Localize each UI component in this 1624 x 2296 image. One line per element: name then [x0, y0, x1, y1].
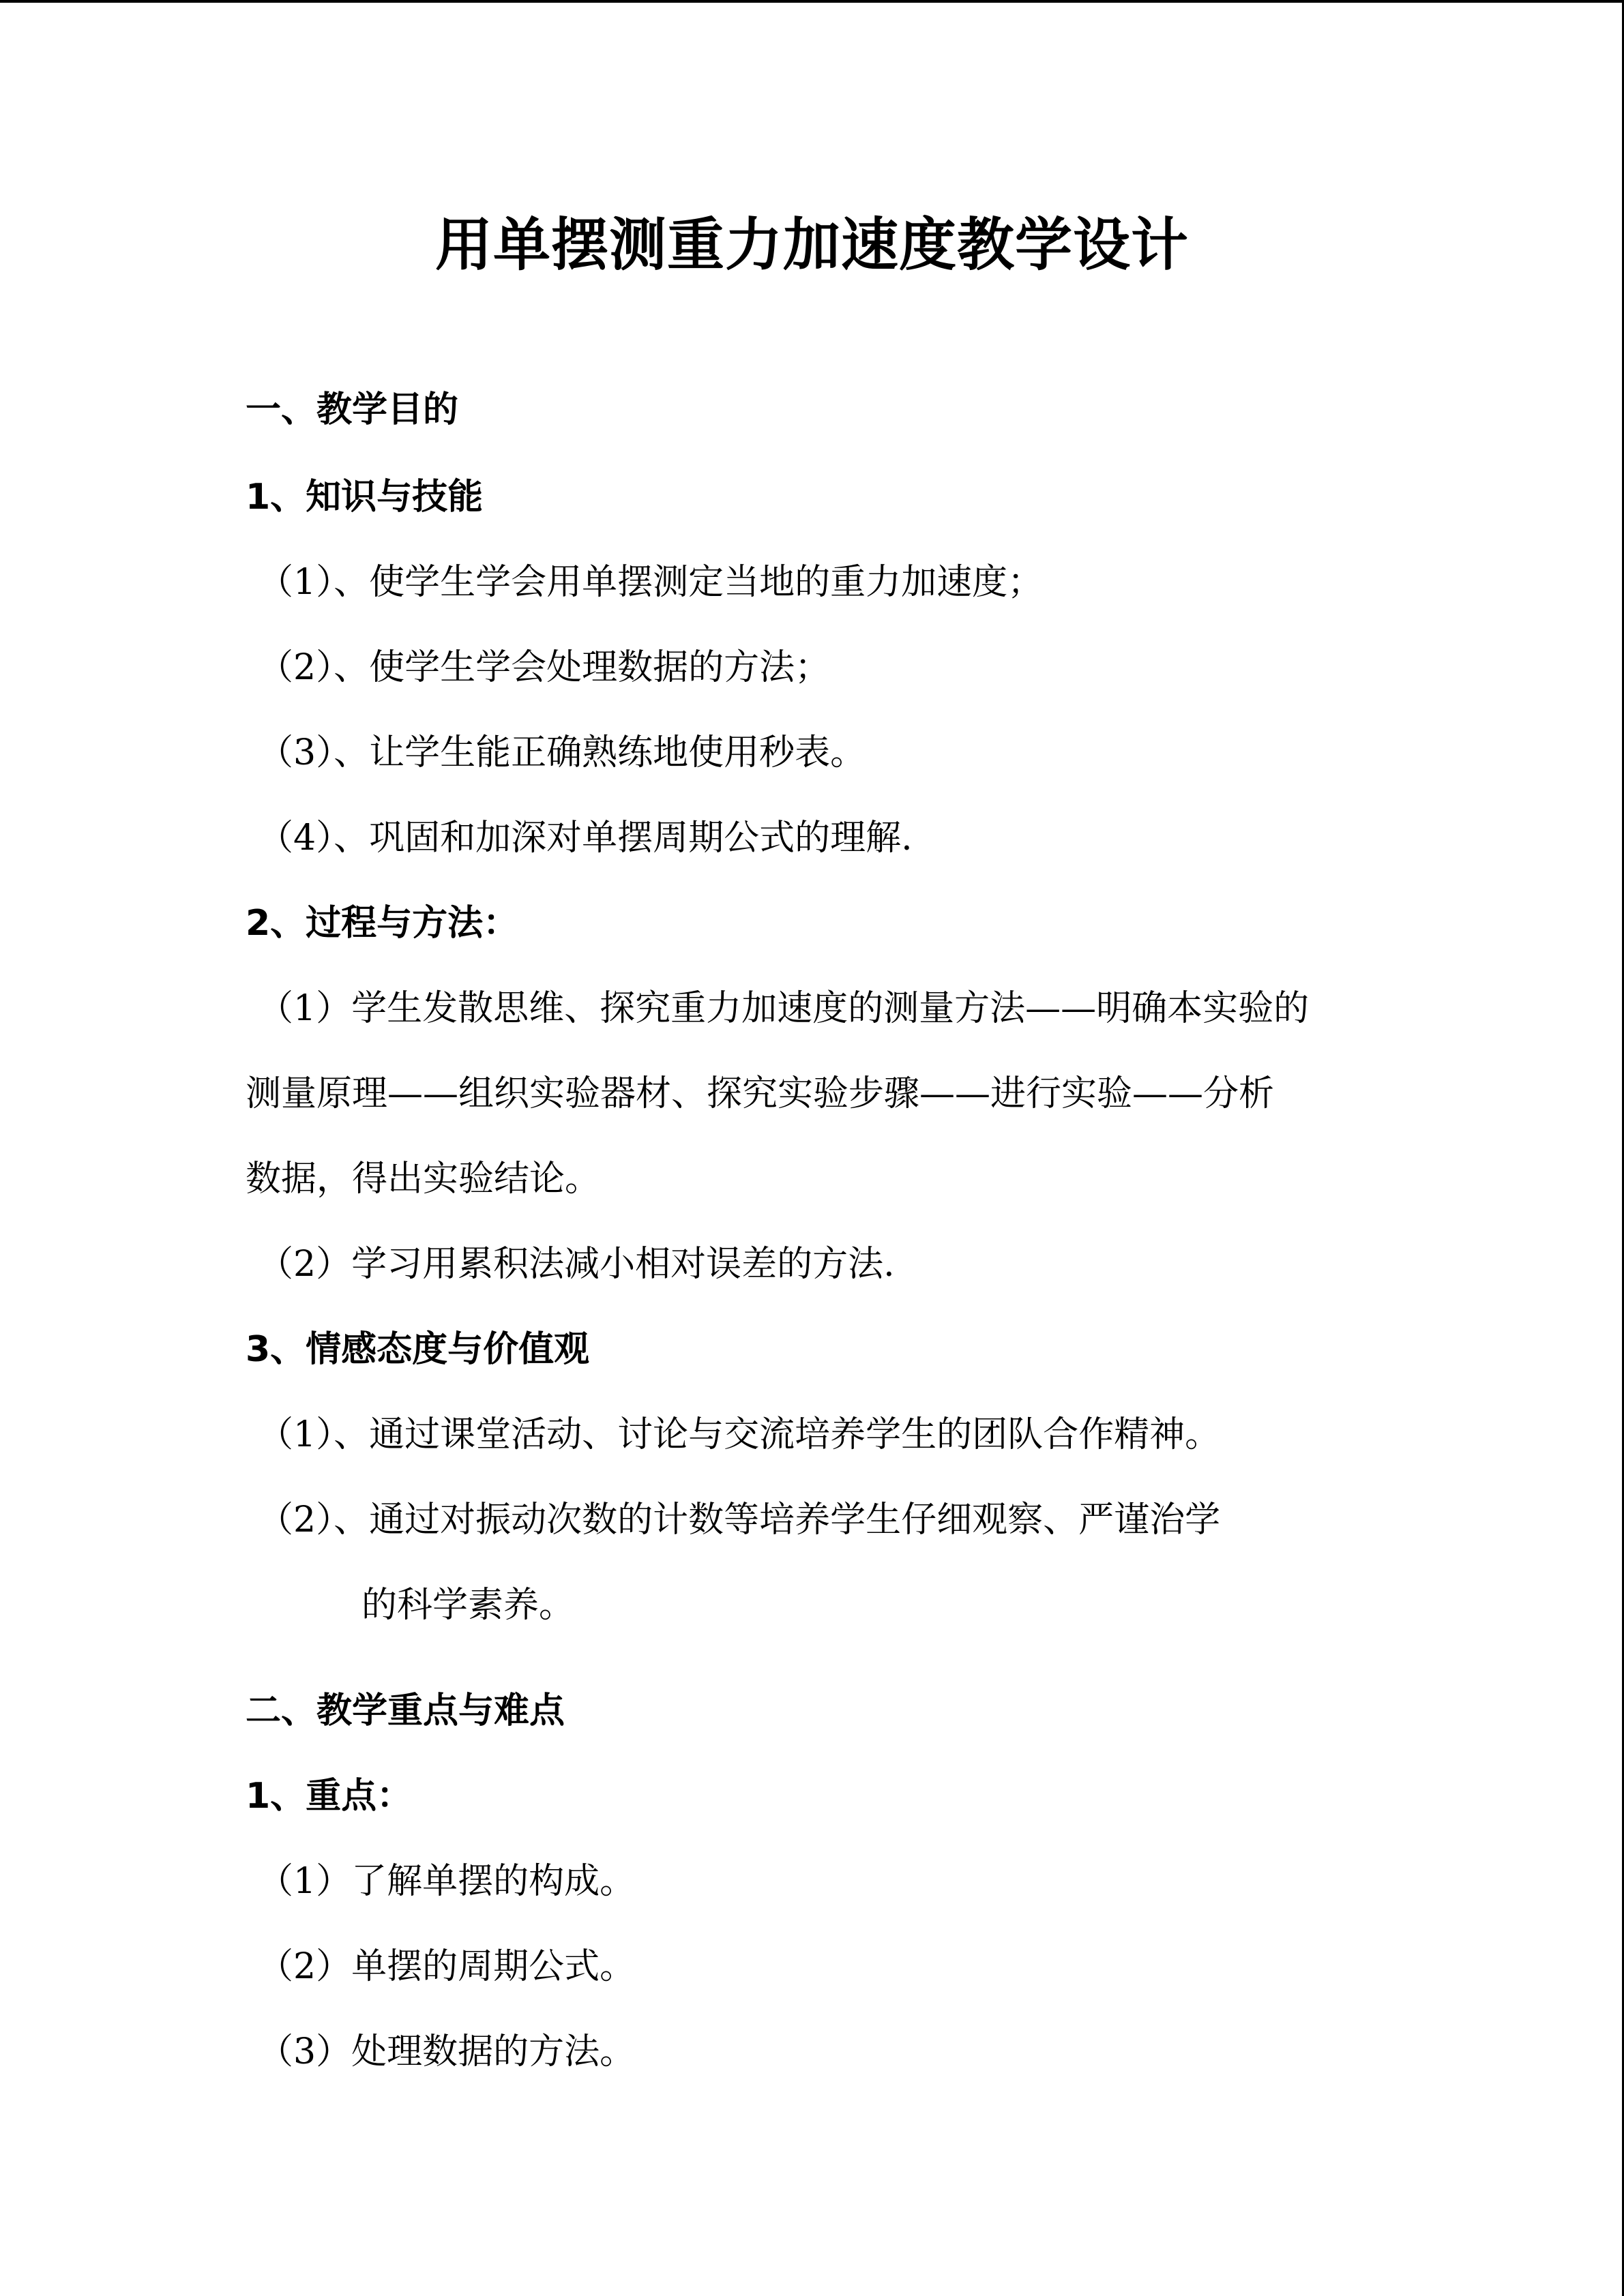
list-item: （2）单摆的周期公式。 [258, 1946, 636, 1987]
subheading-process-methods: 2、过程与方法： [246, 903, 519, 944]
list-item: （3）、让学生能正确熟练地使用秒表。 [258, 732, 866, 773]
subheading-attitude-values: 3、情感态度与价值观 [246, 1329, 590, 1370]
list-item: （1）、使学生学会用单摆测定当地的重力加速度； [258, 562, 1044, 603]
list-item: （2）、通过对振动次数的计数等培养学生仔细观察、严谨治学 [258, 1500, 1221, 1540]
section-heading-key-difficult-points: 二、教学重点与难点 [246, 1690, 565, 1731]
list-item: （4）、巩固和加深对单摆周期公式的理解. [258, 818, 913, 859]
subheading-knowledge-skills: 1、知识与技能 [246, 477, 484, 518]
list-item: （3）处理数据的方法。 [258, 2031, 636, 2072]
paragraph-line: （1）学生发散思维、探究重力加速度的测量方法——明确本实验的 [258, 988, 1310, 1029]
list-item: （2）、使学生学会处理数据的方法； [258, 647, 831, 688]
list-item: （2）学习用累积法减小相对误差的方法. [258, 1244, 895, 1285]
list-item: （1）了解单摆的构成。 [258, 1861, 636, 1902]
page-title: 用单摆测重力加速度教学设计 [434, 211, 1189, 278]
subheading-key-points: 1、重点： [246, 1776, 413, 1817]
list-item: （1）、通过课堂活动、讨论与交流培养学生的团队合作精神。 [258, 1414, 1221, 1455]
paragraph-line: 数据，得出实验结论。 [246, 1159, 601, 1199]
paragraph-line: 测量原理——组织实验器材、探究实验步骤——进行实验——分析 [246, 1073, 1275, 1114]
list-item-continuation: 的科学素养。 [361, 1585, 575, 1626]
section-heading-teaching-goals: 一、教学目的 [246, 389, 459, 430]
